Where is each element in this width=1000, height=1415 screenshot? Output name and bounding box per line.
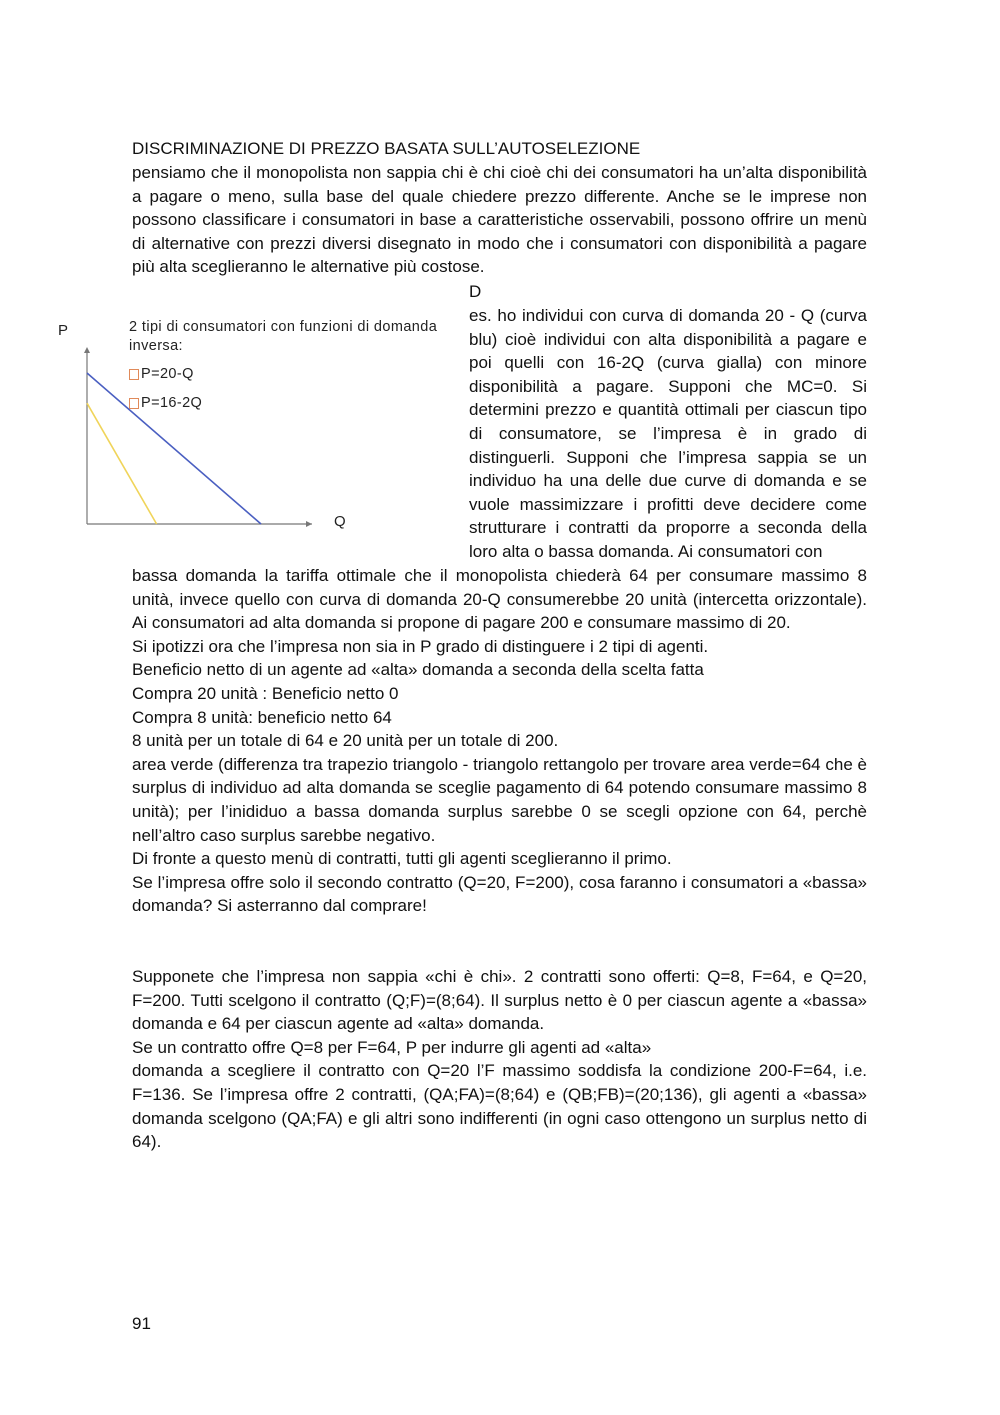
intro-text: pensiamo che il monopolista non sappia chi è chi cioè chi dei consumatori ha un’alta disponibilità a pagare o meno, sulla base del quale chiedere prezzo differente. Anche se le imprese non possono classificare i consumatori in base a caratteristiche osservabili, possono offrire un menù di alternative con prezzi diversi disegnato in modo che i consumatori con disponibilità a pagare più alta sceglieranno le alternative più costose.: [132, 163, 867, 277]
y-axis-label: P: [58, 322, 69, 339]
paragraph: Compra 20 unità : Beneficio netto 0: [132, 683, 399, 703]
paragraph: Compra 8 unità: beneficio netto 64: [132, 707, 392, 727]
x-axis-label: Q: [334, 513, 346, 530]
paragraph: Si ipotizzi ora che l’impresa non sia in P grado di distinguere i 2 tipi di agenti.: [132, 636, 709, 656]
figure-caption: 2 tipi di consumatori con funzioni di domanda inversa:: [129, 319, 438, 354]
paragraph: Di fronte a questo menù di contratti, tutti gli agenti sceglieranno il primo.: [132, 849, 672, 869]
x-axis-arrow-icon: [306, 521, 312, 527]
paragraph: Beneficio netto di un agente ad «alta» domanda a seconda della scelta fatta: [132, 660, 704, 680]
section-heading: DISCRIMINAZIONE DI PREZZO BASATA SULL’AUTOSELEZIONE: [132, 139, 641, 158]
paragraph: Se l’impresa offre solo il secondo contratto (Q=20, F=200), cosa faranno i consumatori a «bassa» domanda? Si asterranno dal comprare!: [132, 872, 867, 916]
y-axis-arrow-icon: [84, 347, 90, 353]
paragraph: Se un contratto offre Q=8 per F=64, P per indurre gli agenti ad «alta»: [132, 1037, 652, 1057]
paragraph: 8 unità per un totale di 64 e 20 unità per un totale di 200.: [132, 731, 559, 751]
page-number: 91: [132, 1314, 151, 1333]
paragraph: bassa domanda la tariffa ottimale che il monopolista chiederà 64 per consumare massimo 8 unità, invece quello con curva di domanda 20-Q consumerebbe 20 unità (intercetta orizzontale). Ai consumatori ad alta domanda si propone di pagare 200 e consumare massimo di 20.: [132, 566, 867, 633]
lone-letter-text: D: [469, 282, 482, 301]
paragraph: domanda a scegliere il contratto con Q=20 l’F massimo soddisfa la condizione 200-F=64, i.e. F=136. Se l’impresa offre 2 contratti, (QA;FA)=(8;64) e (QB;FB)=(20;136), gli agenti a «bassa» domanda scelgono (QA;FA) e gli altri sono indifferenti (in ogni caso ottengono un surplus netto di 64).: [132, 1061, 867, 1152]
right-column-paragraph: es. ho individui con curva di domanda 20 - Q (curva blu) cioè individui con alta disponibilità a pagare e poi quelli con 16-2Q (curva gialla) con minore disponibilità a pagare. Supponi che MC=0. Si determini prezzo e quantità ottimali per ciascun tipo di consumatore, se l’impresa è in grado di distinguerli. Supponi che l’impresa sappia se un individuo ha una delle due curve di domanda e se vuole massimizzare i profitti deve decidere come strutturare i contratti da proporre a seconda della loro alta o bassa domanda. Ai consumatori con: [469, 306, 867, 561]
legend-label: P=20-Q: [141, 366, 194, 382]
paragraph: area verde (differenza tra trapezio triangolo - triangolo rettangolo per trovare area verde=64 che è surplus di individuo ad alta domanda se sceglie pagamento di 64 potendo consumare massimo 8 unità); per l’inididuo a bassa domanda surplus sarebbe 0 se scegli opzione con 64, perchè nell’altro caso surplus sarebbe negativo.: [132, 754, 867, 845]
demand-curve-low: [87, 403, 157, 524]
paragraph: Supponete che l’impresa non sappia «chi è chi». 2 contratti sono offerti: Q=8, F=64, e Q=20, F=200. Tutti scelgono il contratto (Q;F)=(8;64). Il surplus netto è 0 per ciascun agente a «bassa» domanda e 64 per ciascun agente ad «alta» domanda.: [132, 967, 867, 1034]
body-paragraphs: [132, 564, 867, 918]
legend-label: P=16-2Q: [141, 395, 203, 411]
body-paragraphs-2: [132, 965, 867, 1154]
